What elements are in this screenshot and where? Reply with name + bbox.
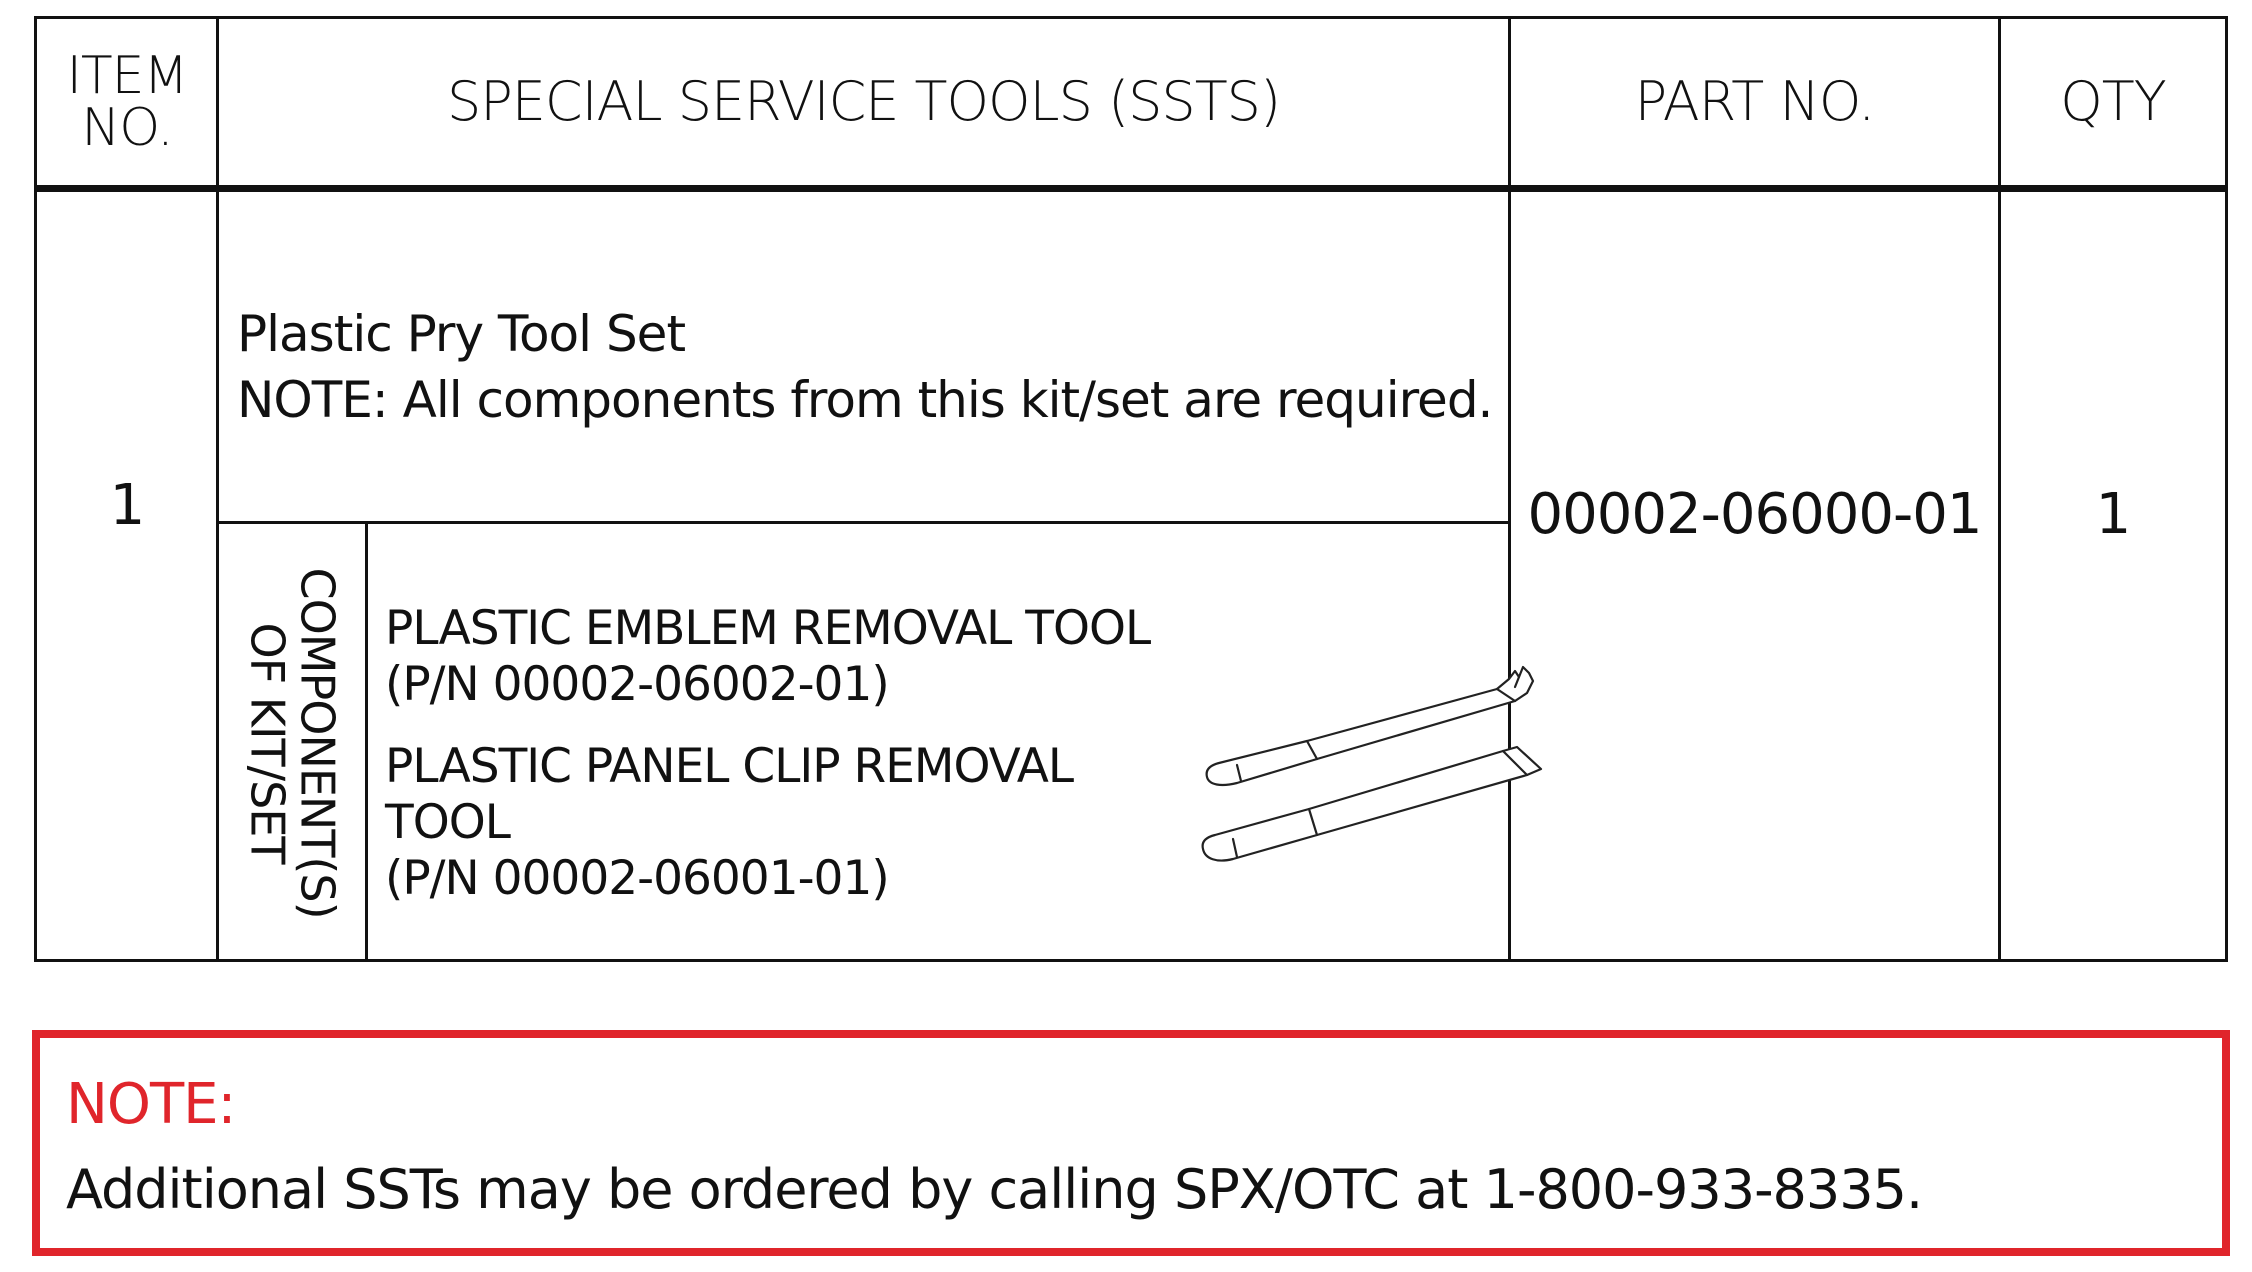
- component-pn: (P/N 00002-06001-01): [385, 851, 889, 906]
- header-qty-label: QTY: [2060, 69, 2166, 133]
- components-label-line1: COMPONENT(S): [291, 566, 346, 919]
- header-qty: [2001, 19, 2225, 185]
- pry-tools-illustration: [1197, 649, 1557, 899]
- sst-table: [34, 16, 2228, 962]
- part-no-cell: [1511, 192, 1998, 959]
- components-label-line2: OF KIT/SET: [241, 622, 296, 863]
- header-rule: [37, 185, 2225, 192]
- components-label: [241, 566, 346, 919]
- description-divider: [217, 521, 1509, 524]
- component-name-line2: TOOL: [385, 795, 510, 850]
- item-no-value: 1: [109, 473, 145, 538]
- component-emblem-tool: [385, 601, 1150, 713]
- note-box: [32, 1030, 2230, 1256]
- note-title: NOTE:: [66, 1072, 236, 1137]
- note-text: Additional SSTs may be ordered by calling SPX/OTC at 1-800-933-8335.: [66, 1158, 1923, 1221]
- item-no-cell: [37, 192, 217, 959]
- tool-name: Plastic Pry Tool Set: [237, 305, 686, 363]
- component-pn: (P/N 00002-06002-01): [385, 657, 889, 712]
- components-label-cell: [220, 524, 366, 961]
- component-name: PLASTIC EMBLEM REMOVAL TOOL: [385, 601, 1151, 656]
- qty-cell: [2001, 192, 2225, 959]
- header-item-no-label: ITEM NO.: [66, 46, 188, 158]
- part-no-value: 00002-06000-01: [1527, 482, 1982, 547]
- header-part-no: [1511, 19, 1998, 185]
- component-name-line1: PLASTIC PANEL CLIP REMOVAL: [385, 739, 1074, 794]
- header-item-no: [37, 19, 217, 185]
- header-tools: [219, 19, 1508, 185]
- header-tools-label: SPECIAL SERVICE TOOLS (SSTS): [446, 69, 1281, 133]
- component-panel-clip-tool: [385, 739, 1073, 907]
- tool-note: NOTE: All components from this kit/set are required.: [237, 371, 1493, 429]
- qty-value: 1: [2095, 482, 2131, 547]
- tool-description: [237, 301, 1492, 433]
- header-part-no-label: PART NO.: [1634, 69, 1875, 133]
